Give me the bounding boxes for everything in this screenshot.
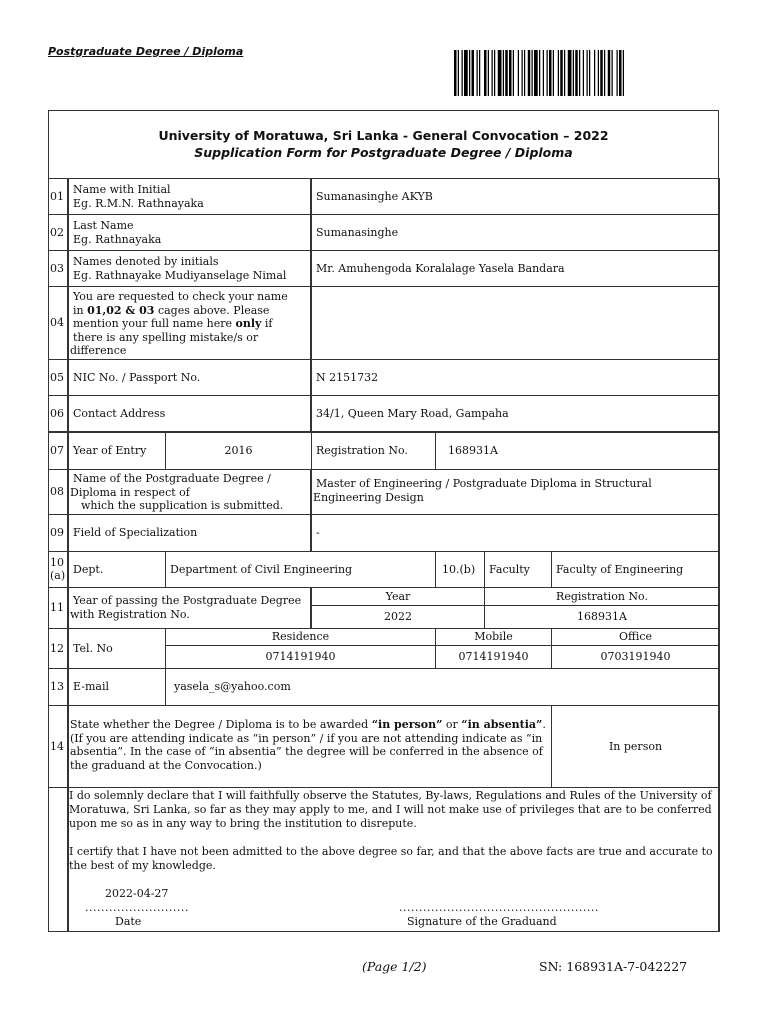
row-01-number: 01 (48, 178, 68, 215)
specialization-label: Field of Specialization (68, 514, 311, 552)
row-02-number: 02 (48, 214, 68, 251)
row-01-label (68, 178, 311, 215)
nic-value: N 2151732 (311, 359, 720, 396)
row-04-label (68, 286, 311, 360)
row-01-label-line1: Name with Initial (73, 183, 171, 196)
row-08-label (68, 469, 311, 515)
page-number: (Page 1/2) (362, 959, 427, 974)
faculty-value: Faculty of Engineering (551, 551, 720, 588)
signature-label: Signature of the Graduand (407, 915, 557, 928)
email-label: E-mail (68, 668, 166, 706)
row-04-line1: You are requested to check your name (73, 290, 288, 303)
row-02-label (68, 214, 311, 251)
degree-name-value (311, 469, 720, 515)
nic-label: NIC No. / Passport No. (68, 359, 311, 396)
award-mode-value: In person (551, 705, 720, 788)
passing-year-value: 2022 (311, 605, 485, 629)
row-03-label-line1: Names denoted by initials (73, 255, 219, 268)
date-line: .......................... (85, 901, 189, 914)
form-subtitle: Supplication Form for Postgraduate Degree / Diploma (194, 145, 573, 160)
tel-residence-header: Residence (165, 628, 436, 646)
row-14-number: 14 (48, 705, 68, 788)
barcode (454, 50, 690, 96)
tel-label: Tel. No (68, 628, 166, 669)
signature-line: .................................................. (399, 901, 599, 914)
faculty-label: Faculty (484, 551, 552, 588)
name-with-initials-value: Sumanasinghe AKYB (311, 178, 720, 215)
registration-value: 168931A (435, 432, 720, 470)
row-03-number: 03 (48, 250, 68, 287)
email-value: yasela_s@yahoo.com (165, 668, 720, 706)
award-mode-question: State whether the Degree / Diploma is to be awarded “in person” or “in absentia”.(If you are attending indicate as “in person” / if you are not attending indicate as “in absentia”. In the case of “in absentia” the degree will be conferred in the absence of the graduand at the Convocation.) (68, 705, 552, 788)
row-05-number: 05 (48, 359, 68, 396)
degree-name-line1: Master of Engineering / Postgraduate Diploma in Structural (316, 477, 652, 490)
row-12-number: 12 (48, 628, 68, 669)
passing-year-header: Year (311, 587, 485, 606)
row-09-number: 09 (48, 514, 68, 552)
dept-value: Department of Civil Engineering (165, 551, 436, 588)
row-01-label-line2: Eg. R.M.N. Rathnayaka (73, 196, 204, 210)
row-04-line5: difference (70, 344, 127, 357)
row-08-label-line1: Name of the Postgraduate Degree / (73, 472, 271, 485)
address-value: 34/1, Queen Mary Road, Gampaha (311, 395, 720, 432)
row-11-number: 11 (48, 587, 68, 629)
year-of-entry-label: Year of Entry (68, 432, 166, 470)
row-04-number: 04 (48, 286, 68, 360)
date-label: Date (115, 915, 142, 928)
form-title: University of Moratuwa, Sri Lanka - General Convocation – 2022 (158, 128, 609, 143)
passing-reg-header: Registration No. (484, 587, 720, 606)
header-label: Postgraduate Degree / Diploma (48, 45, 244, 58)
row-04-line2: in 01,02 & 03 cages above. Please (73, 303, 270, 317)
full-name-correction-field[interactable] (311, 286, 720, 360)
row-08-label-line2: Diploma in respect of (70, 485, 190, 499)
row-10a-number-line2: (a) (50, 569, 66, 582)
row-11-label-line2: with Registration No. (70, 607, 190, 621)
row-08-label-line3: which the supplication is submitted. (81, 499, 284, 512)
row-10b-number: 10.(b) (435, 551, 485, 588)
tel-office-header: Office (551, 628, 720, 646)
row-03-label (68, 250, 311, 287)
serial-number: SN: 168931A-7-042227 (539, 959, 688, 974)
row-13-number: 13 (48, 668, 68, 706)
form-title-block (49, 111, 718, 178)
year-of-entry-value: 2016 (165, 432, 312, 470)
names-denoted-value: Mr. Amuhengoda Koralalage Yasela Bandara (311, 250, 720, 287)
registration-label: Registration No. (311, 432, 436, 470)
declaration-paragraph-2: I certify that I have not been admitted to the above degree so far, and that the above facts are true and accurate to the best of my knowledge. (69, 845, 713, 872)
row-02-label-line1: Last Name (73, 219, 134, 232)
row-04-line4: there is any spelling mistake/s or (73, 330, 259, 344)
row-10a-number-line1: 10 (50, 556, 64, 569)
last-name-value: Sumanasinghe (311, 214, 720, 251)
supplication-form (48, 110, 719, 932)
specialization-value: - (311, 514, 720, 552)
tel-mobile-value: 0714191940 (435, 645, 552, 669)
declaration-paragraph-1: I do solemnly declare that I will faithfully observe the Statutes, By-laws, Regulations and Rules of the University of Moratuwa, Sri Lanka, so far as they may apply to me, and I will not make use of privileges that are to be conferred upon me so as in any way to bring the institution to disrepute. (69, 789, 712, 830)
declaration-number-cell (48, 787, 68, 932)
row-04-line3: mention your full name here only if (73, 317, 273, 330)
row-11-label (68, 587, 311, 629)
degree-name-line2: Engineering Design (313, 490, 424, 504)
row-10a-number (48, 551, 68, 588)
row-02-label-line2: Eg. Rathnayaka (73, 232, 162, 246)
row-03-label-line2: Eg. Rathnayake Mudiyanselage Nimal (73, 268, 287, 282)
row-11-label-line1: Year of passing the Postgraduate Degree (73, 594, 302, 607)
row-07-number: 07 (48, 432, 68, 470)
passing-reg-value: 168931A (484, 605, 720, 629)
tel-mobile-header: Mobile (435, 628, 552, 646)
row-06-number: 06 (48, 395, 68, 432)
tel-residence-value: 0714191940 (165, 645, 436, 669)
row-08-number: 08 (48, 469, 68, 515)
tel-office-value: 0703191940 (551, 645, 720, 669)
dept-label: Dept. (68, 551, 166, 588)
declaration-text (69, 789, 717, 887)
date-value: 2022-04-27 (105, 887, 169, 900)
address-label: Contact Address (68, 395, 311, 432)
